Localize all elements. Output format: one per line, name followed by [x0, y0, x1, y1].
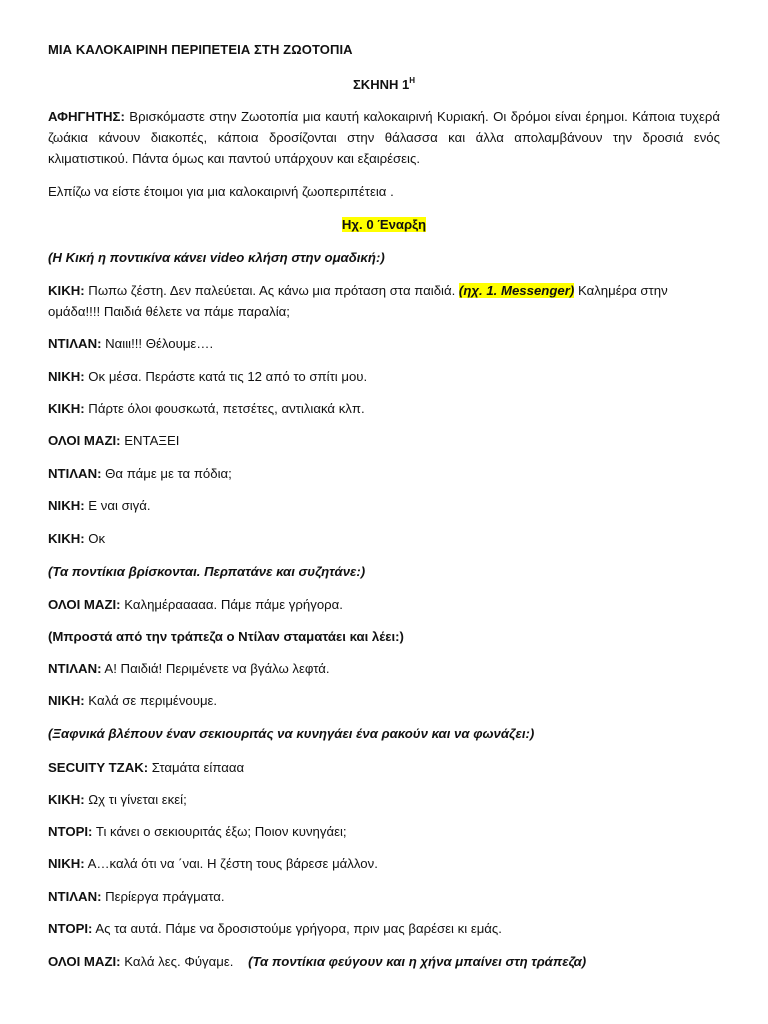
speaker-name: ΝΤΙΛΑΝ:	[48, 661, 102, 676]
dialogue-kiki-2	[48, 398, 720, 419]
line-text: Α…καλά ότι να ΄ναι. Η ζέστη τους βάρεσε μάλλον.	[84, 856, 378, 871]
dialogue-dylan-2	[48, 463, 720, 484]
line-text: Πάρτε όλοι φουσκωτά, πετσέτες, αντιλιακά κλπ.	[84, 401, 365, 416]
line-text: Καλά σε περιμένουμε.	[84, 693, 218, 708]
line-text: Ωχ τι γίνεται εκεί;	[84, 792, 187, 807]
line-text: Καλά λες. Φύγαμε.	[120, 954, 249, 969]
stage-direction-5: (Τα ποντίκια φεύγουν και η χήνα μπαίνει στη τράπεζα)	[248, 954, 587, 969]
dialogue-all-3	[48, 951, 720, 972]
sound-cue-text: Ηχ. 0 Έναρξη	[341, 217, 427, 232]
narrator-paragraph	[48, 106, 720, 169]
dialogue-niki-4	[48, 853, 720, 874]
dialogue-dori-2	[48, 918, 720, 939]
line-text: Τι κάνει ο σεκιουριτάς έξω; Ποιον κυνηγάει;	[92, 824, 347, 839]
line-text: Περίεργα πράγματα.	[101, 889, 225, 904]
speaker-name: ΟΛΟΙ ΜΑΖΙ:	[48, 433, 121, 448]
dialogue-kiki-3	[48, 528, 720, 549]
line-text: Ε ναι σιγά.	[84, 498, 151, 513]
speaker-name: ΚΙΚΗ:	[48, 531, 85, 546]
intro-line: Ελπίζω να είστε έτοιμοι για μια καλοκαιρινή ζωοπεριπέτεια .	[48, 184, 394, 199]
scene-superscript: Η	[409, 76, 415, 85]
stage-direction-4: (Ξαφνικά βλέπουν έναν σεκιουριτάς να κυνηγάει ένα ρακούν και να φωνάζει:)	[48, 726, 535, 741]
dialogue-niki-1	[48, 366, 720, 387]
stage-direction-2: (Τα ποντίκια βρίσκονται. Περπατάνε και συζητάνε:)	[48, 564, 366, 579]
line-text: Βρισκόμαστε στην Ζωοτοπία μια καυτή καλοκαιρινή Κυριακή. Οι δρόμοι είναι έρημοι. Κάποια τυχερά ζωάκια κάνουν διακοπές, κάποια δροσίζονται στην θάλασσα και άλλα απολαμβάνουν την δροσιά ενός κλιματιστικού. Πάντα όμως και παντού υπάρχουν και εξαιρέσεις.	[48, 109, 720, 166]
line-text: Πωπω ζέστη. Δεν παλεύεται. Ας κάνω μια πρόταση στα παιδιά.	[84, 283, 459, 298]
speaker-name: ΝΙΚΗ:	[48, 498, 85, 513]
speaker-name: ΝΤΙΛΑΝ:	[48, 889, 102, 904]
speaker-name: ΝΙΚΗ:	[48, 856, 85, 871]
document-title: ΜΙΑ ΚΑΛΟΚΑΙΡΙΝΗ ΠΕΡΙΠΕΤΕΙΑ ΣΤΗ ΖΩΟΤΟΠΙΑ	[48, 42, 353, 57]
scene-heading	[0, 76, 768, 92]
dialogue-kiki-1	[48, 280, 720, 322]
line-text: Α! Παιδιά! Περιμένετε να βγάλω λεφτά.	[101, 661, 330, 676]
dialogue-dylan-1	[48, 333, 720, 354]
line-text: Οκ	[84, 531, 106, 546]
dialogue-security	[48, 757, 720, 778]
line-text: ΕΝΤΑΞΕΙ	[120, 433, 180, 448]
line-text: Ναιιι!!! Θέλουμε….	[101, 336, 214, 351]
dialogue-kiki-4	[48, 789, 720, 810]
line-text: Οκ μέσα. Περάστε κατά τις 12 από το σπίτι μου.	[84, 369, 368, 384]
dialogue-niki-2	[48, 495, 720, 516]
speaker-name: ΝΙΚΗ:	[48, 369, 85, 384]
sound-cue-messenger: (ηχ. 1. Messenger)	[458, 283, 575, 298]
speaker-name: ΝΤΙΛΑΝ:	[48, 466, 102, 481]
dialogue-all-2	[48, 594, 720, 615]
speaker-name: ΝΤΙΛΑΝ:	[48, 336, 102, 351]
dialogue-dylan-4	[48, 886, 720, 907]
speaker-name: ΝΤΟΡΙ:	[48, 921, 93, 936]
speaker-name: ΟΛΟΙ ΜΑΖΙ:	[48, 954, 121, 969]
speaker-name: SECUITY ΤΖΑΚ:	[48, 760, 149, 775]
line-text: Σταμάτα είπααα	[148, 760, 245, 775]
line-text: Καλημέρα στην ομάδα!!!! Παιδιά θέλετε να πάμε παραλία;	[48, 283, 668, 319]
speaker-name: ΚΙΚΗ:	[48, 283, 85, 298]
stage-direction-3: (Μπροστά από την τράπεζα ο Ντίλαν σταματάει και λέει:)	[48, 629, 404, 644]
dialogue-dori-1	[48, 821, 720, 842]
line-text: Θα πάμε με τα πόδια;	[101, 466, 232, 481]
speaker-name: ΝΤΟΡΙ:	[48, 824, 93, 839]
stage-direction-1: (Η Κική η ποντικίνα κάνει video κλήση στην ομαδική:)	[48, 250, 385, 265]
speaker-name: ΚΙΚΗ:	[48, 792, 85, 807]
dialogue-niki-3	[48, 690, 720, 711]
speaker-name: ΚΙΚΗ:	[48, 401, 85, 416]
sound-cue-0	[0, 214, 768, 235]
line-text: Καλημέρααααα. Πάμε πάμε γρήγορα.	[120, 597, 343, 612]
line-text: Ας τα αυτά. Πάμε να δροσιστούμε γρήγορα, πριν μας βαρέσει κι εμάς.	[92, 921, 502, 936]
dialogue-all-1	[48, 430, 720, 451]
speaker-name: ΟΛΟΙ ΜΑΖΙ:	[48, 597, 121, 612]
dialogue-dylan-3	[48, 658, 720, 679]
scene-label: ΣΚΗΝΗ 1	[353, 77, 410, 92]
speaker-name: ΝΙΚΗ:	[48, 693, 85, 708]
speaker-name: ΑΦΗΓΗΤΗΣ:	[48, 109, 125, 124]
